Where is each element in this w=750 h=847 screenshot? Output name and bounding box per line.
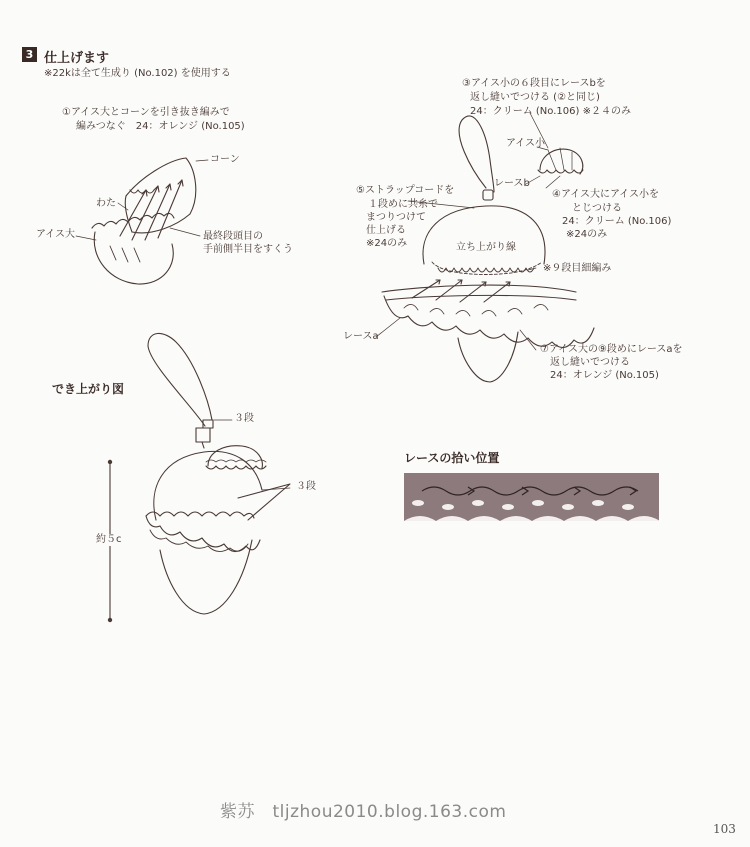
lace-band-diagram — [404, 473, 659, 521]
finished-rows-side: ３段 — [296, 481, 316, 492]
lace-pos-title: レースの拾い位置 — [404, 451, 500, 465]
note3-line1: ③アイス小の６段目にレースbを — [462, 78, 606, 89]
note5-line4: 仕上げる — [366, 225, 406, 236]
note4-line1: ④アイス大にアイス小を — [552, 189, 659, 200]
label-cone: コーン — [210, 154, 240, 165]
watermark: 紫苏 tljzhou2010.blog.163.com — [220, 802, 507, 822]
label-row9: ※９段目細編み — [543, 263, 612, 274]
label-rise-line: 立ち上がり線 — [456, 242, 516, 253]
note5-line1: ⑤ストラップコードを — [356, 185, 455, 196]
note4-line2: とじつける — [572, 203, 622, 214]
label-last-row-line1: 最終段頭目の — [203, 231, 263, 242]
figure-finished — [108, 333, 290, 622]
note4-line4: ※24のみ — [566, 229, 608, 240]
finished-title: でき上がり図 — [52, 382, 125, 396]
figure-ice-cone-join — [76, 158, 208, 284]
lace-band-pattern — [404, 473, 659, 521]
label-wata: わた — [96, 198, 116, 209]
note3-line3: 24：クリーム (No.106) ※２４のみ — [470, 106, 631, 117]
page-number: 103 — [713, 822, 736, 836]
step-note: ※22kは全て生成り (No.102) を使用する — [44, 68, 231, 79]
note7-line2: 返し縫いでつける — [550, 357, 630, 368]
note5-line3: まつりつけて — [366, 212, 426, 223]
step-title: 仕上げます — [44, 51, 110, 66]
note3-line2: 返し縫いでつける (②と同じ) — [470, 92, 600, 103]
fig1-instruction-line2: 編みつなぐ 24：オレンジ (No.105) — [76, 121, 245, 132]
note7-line1: ⑦アイス大の⑨段めにレースaを — [540, 344, 683, 355]
note7-line3: 24：オレンジ (No.105) — [550, 370, 659, 381]
label-lace-b: レースb — [494, 178, 530, 189]
fig1-instruction-line1: ①アイス大とコーンを引き抜き編みで — [62, 107, 230, 118]
label-ice-small: アイス小 — [506, 138, 545, 149]
note5-line5: ※24のみ — [366, 238, 408, 249]
note4-line3: 24：クリーム (No.106) — [562, 216, 672, 227]
label-lace-a: レースa — [343, 331, 379, 342]
label-last-row-line2: 手前側半目をすくう — [203, 244, 293, 255]
finished-rows-top: ３段 — [234, 413, 254, 424]
note5-line2: １段めに共糸で — [368, 199, 438, 210]
finished-size: 約５c — [96, 534, 122, 545]
step-number-badge: 3 — [22, 47, 37, 62]
label-ice-large: アイス大 — [36, 229, 75, 240]
